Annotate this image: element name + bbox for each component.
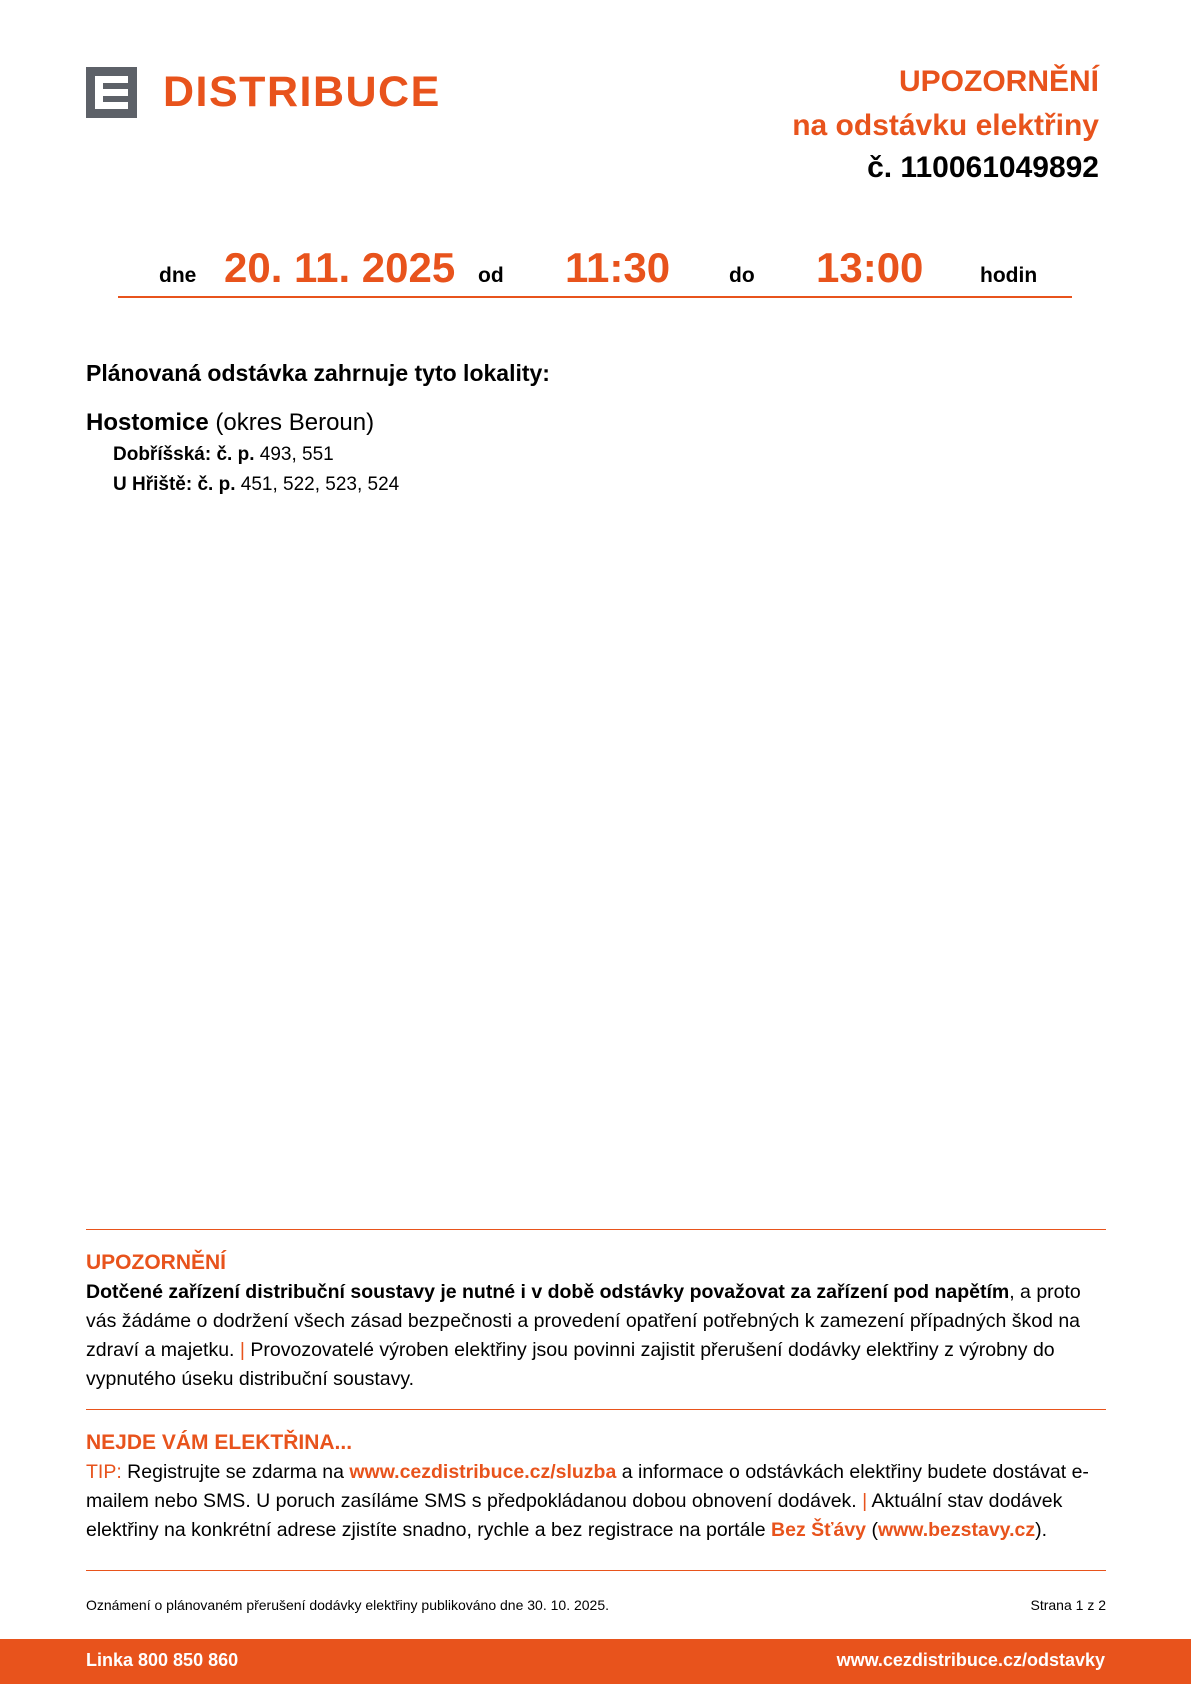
warning-title: UPOZORNĚNÍ: [86, 1251, 227, 1274]
no-power-text-part: (: [866, 1519, 878, 1541]
outage-end-time: 13:00: [816, 244, 924, 291]
outage-start-time: 11:30: [565, 244, 671, 291]
no-power-text-part: ).: [1035, 1519, 1048, 1541]
service-link[interactable]: www.cezdistribuce.cz/sluzba: [349, 1461, 617, 1483]
portal-name: Bez Šťávy: [771, 1519, 867, 1541]
no-power-text: [86, 1458, 1111, 1545]
notice-subheading: na odstávku elektřiny: [792, 109, 1099, 142]
house-number-label: č. p.: [197, 474, 236, 495]
brand-name: DISTRIBUCE: [163, 68, 441, 116]
locality-town: [86, 409, 374, 437]
logo-mark-icon: [86, 67, 137, 118]
unit-label: hodin: [980, 264, 1038, 287]
no-power-text-part: Aktuální stav dodávek elektřiny na konkrétní adrese zjistíte snadno, rychle a bez registrace na portále: [86, 1490, 1063, 1541]
no-power-text-part: Registrujte se zdarma na: [121, 1461, 350, 1483]
divider: [86, 1570, 1106, 1571]
outages-link[interactable]: www.cezdistribuce.cz/odstavky: [836, 1650, 1105, 1670]
separator: |: [239, 1339, 245, 1361]
from-label: od: [478, 264, 504, 287]
no-power-title: NEJDE VÁM ELEKTŘINA...: [86, 1431, 353, 1454]
localities-intro: Plánovaná odstávka zahrnuje tyto lokality:: [86, 360, 550, 386]
notice-heading: UPOZORNĚNÍ: [898, 65, 1099, 98]
town-name: Hostomice: [86, 409, 209, 436]
bezstavy-link[interactable]: www.bezstavy.cz: [877, 1519, 1036, 1541]
house-numbers: 451, 522, 523, 524: [240, 474, 400, 495]
street-entry: [113, 474, 399, 496]
warning-text: [86, 1278, 1111, 1394]
warning-text-part: , a proto vás žádáme o dodržení všech zásad bezpečnosti a provedení opatření potřebných k zamezení případných škod na zdraví a majetku.: [86, 1281, 1081, 1361]
notice-header: [792, 60, 1099, 188]
publication-note: Oznámení o plánovaném přerušení dodávky elektřiny publikováno dne 30. 10. 2025.: [86, 1597, 610, 1613]
hotline[interactable]: Linka 800 850 860: [86, 1650, 239, 1670]
outage-schedule: [118, 238, 1072, 298]
divider: [86, 1229, 1106, 1230]
tip-label: TIP:: [86, 1461, 122, 1483]
outage-date: 20. 11. 2025: [224, 244, 456, 291]
street-name: Dobříšská:: [113, 444, 212, 465]
street-name: U Hřiště:: [113, 474, 193, 495]
footer-bar: [0, 1639, 1191, 1684]
warning-bold: Dotčené zařízení distribuční soustavy je nutné i v době odstávky považovat za zařízení pod napětím: [86, 1281, 1010, 1303]
page-number: Strana 1 z 2: [1030, 1597, 1106, 1613]
day-label: dne: [159, 264, 197, 287]
separator: |: [862, 1490, 868, 1512]
street-entry: [113, 444, 334, 466]
divider: [86, 1409, 1106, 1410]
house-numbers: 493, 551: [259, 444, 334, 465]
no-power-text-part: a informace o odstávkách elektřiny budete dostávat e-mailem nebo SMS. U poruch zasíláme SMS s předpokládanou dobou obnovení dodávek.: [86, 1461, 1089, 1512]
house-number-label: č. p.: [216, 444, 255, 465]
warning-text-part: Provozovatelé výroben elektřiny jsou povinni zajistit přerušení dodávky elektřiny z výrobny do vypnutého úseku distribuční soustavy.: [86, 1339, 1055, 1390]
town-district: (okres Beroun): [215, 409, 375, 436]
notice-number: č. 110061049892: [867, 151, 1099, 184]
to-label: do: [729, 264, 755, 287]
company-logo: [86, 67, 441, 118]
